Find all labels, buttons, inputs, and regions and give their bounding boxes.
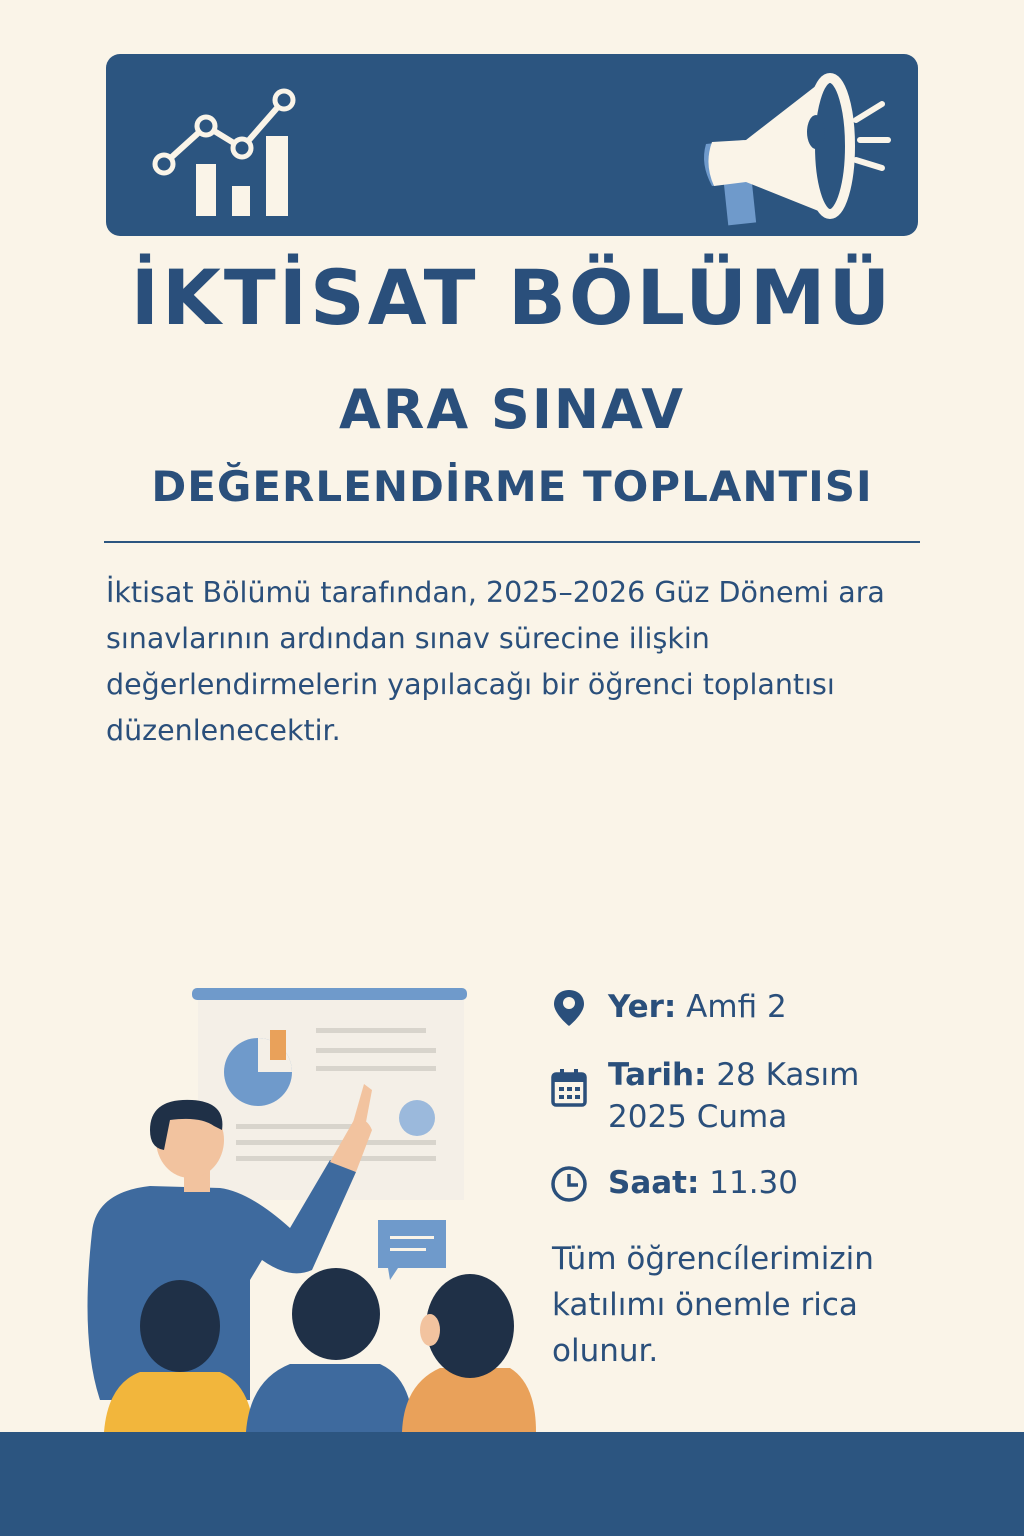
location-row bbox=[550, 986, 908, 1028]
date-text bbox=[608, 1054, 908, 1138]
footer-band bbox=[0, 1432, 1024, 1536]
divider bbox=[104, 541, 920, 543]
calendar-icon bbox=[550, 1068, 588, 1108]
location-value: Amfi 2 bbox=[686, 989, 787, 1025]
location-text bbox=[608, 986, 908, 1028]
date-value: 28 Kasım 2025 Cuma bbox=[608, 1057, 860, 1135]
page-title: İKTİSAT BÖLÜMÜ bbox=[130, 253, 894, 342]
time-label: Saat: bbox=[608, 1165, 700, 1201]
header-banner bbox=[106, 54, 918, 236]
location-label: Yer: bbox=[608, 989, 677, 1025]
time-row bbox=[550, 1162, 908, 1204]
bar-line-chart-icon bbox=[148, 84, 298, 219]
clock-icon bbox=[550, 1164, 588, 1204]
time-value: 11.30 bbox=[709, 1165, 798, 1201]
date-label: Tarih: bbox=[608, 1057, 707, 1093]
page-subtitle-2: DEĞERLENDİRME TOPLANTISI bbox=[151, 462, 873, 511]
date-row bbox=[550, 1054, 908, 1138]
location-pin-icon bbox=[550, 988, 588, 1028]
intro-paragraph: İktisat Bölümü tarafından, 2025–2026 Güz Dönemi ara sınavlarının ardından sınav sürecine ilişkin değerlendirmelerin yapılacağı bir öğrenci toplantısı düzenlenecektir. bbox=[106, 576, 885, 747]
presentation-illustration bbox=[0, 980, 560, 1432]
closing-note: Tüm öğrencílerimizin katılımı önemle rica olunur. bbox=[552, 1241, 874, 1369]
time-text bbox=[608, 1162, 908, 1204]
page-subtitle: ARA SINAV bbox=[338, 378, 686, 441]
megaphone-icon bbox=[686, 64, 896, 229]
